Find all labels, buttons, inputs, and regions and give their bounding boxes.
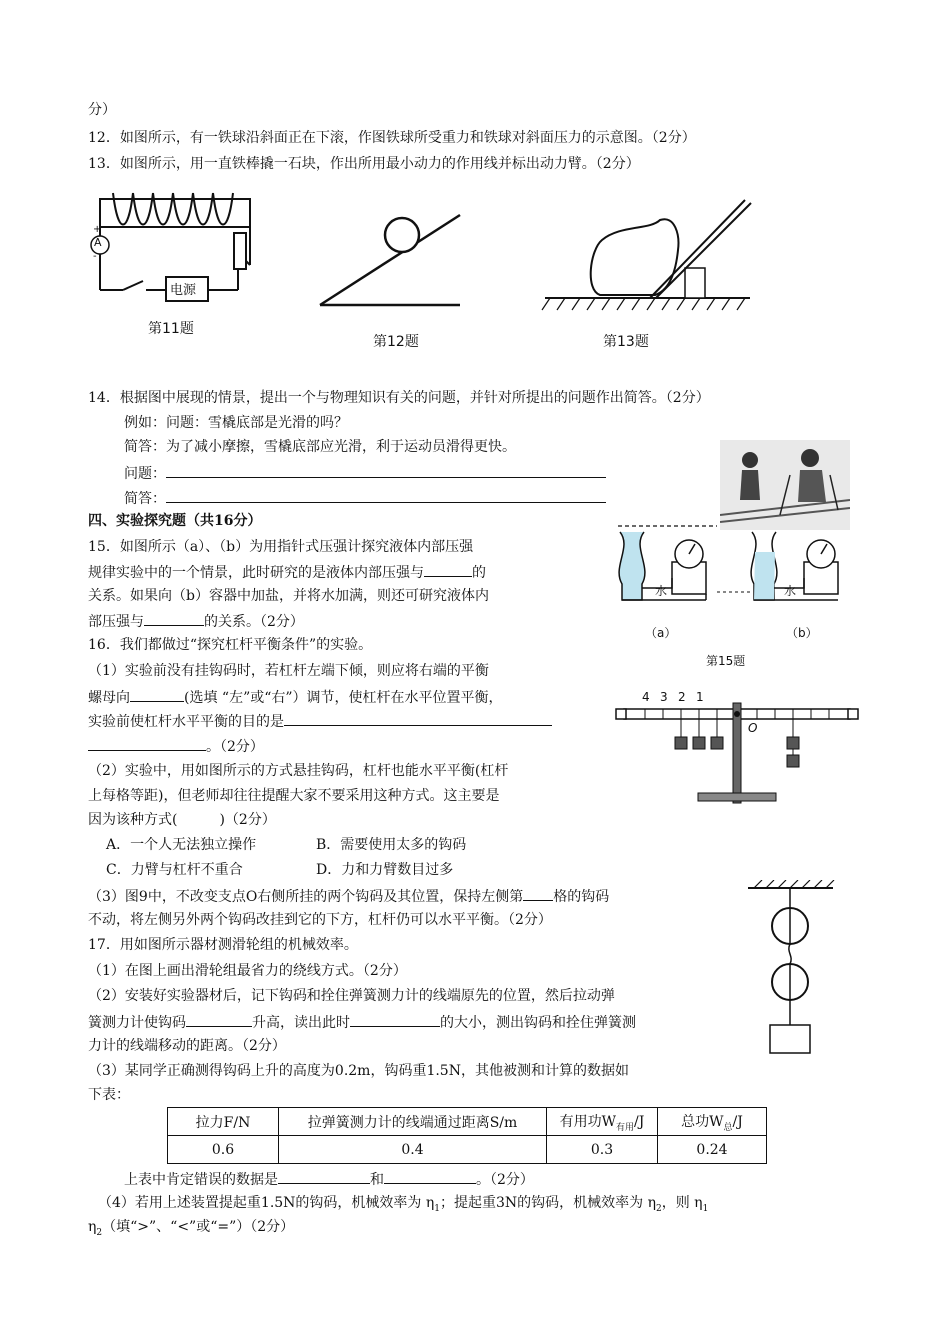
lever-mark-4: 4 xyxy=(642,690,650,704)
q17-text-e: 和 xyxy=(370,1172,384,1188)
q15-text-b: 的 xyxy=(472,565,486,581)
q17-blank-3[interactable] xyxy=(278,1168,370,1184)
q16-part3-line1 xyxy=(88,885,609,907)
q14-question-blank[interactable] xyxy=(166,462,606,478)
q16-text-f: 格的钩码 xyxy=(553,889,610,905)
q17-part2-line3: 力计的线端移动的距离。（2分） xyxy=(88,1038,286,1054)
q16-text-b: (选填 “左”或“右”）调节，使杠杆在水平位置平衡， xyxy=(184,690,503,706)
q16-blank-direction[interactable] xyxy=(130,686,184,702)
q14-question-label: 问题： xyxy=(124,466,166,482)
q16-text-e: （3）图9中，不改变支点O右侧所挂的两个钩码及其位置，保持左侧第 xyxy=(88,889,524,905)
table-cell: 0.4 xyxy=(279,1136,547,1164)
q14-example: 例如：问题：雪橇底部是光滑的吗？ xyxy=(124,415,348,431)
q16-text-d: 。（2分） xyxy=(206,739,264,755)
q17-text-b: 升高，读出此时 xyxy=(252,1015,350,1031)
q17-part3-line1: （3）某同学正确测得钩码上升的高度为0.2m，钩码重1.5N，其他被测和计算的数据如 xyxy=(88,1063,629,1079)
q17-text-f: 。（2分） xyxy=(476,1172,534,1188)
q14-question-line xyxy=(124,462,606,484)
option-d[interactable]: D．力和力臂数目过多 xyxy=(316,862,454,878)
section-4-heading: 四、实验探究题（共16分） xyxy=(88,513,262,529)
q17-part3-line2: 下表： xyxy=(88,1087,130,1103)
question-13: 13．如图所示，用一直铁棒撬一石块，作出所用最小动力的作用线并标出动力臂。（2分） xyxy=(88,156,640,172)
fig15-label-b: （b） xyxy=(786,626,818,640)
q16-text-c: 实验前使杠杆水平平衡的目的是 xyxy=(88,714,284,730)
q17-text-a: 簧测力计使钩码 xyxy=(88,1015,186,1031)
q14-answer-label: 简答： xyxy=(124,491,166,507)
table-header-cell: 拉力F/N xyxy=(168,1108,279,1136)
lever-mark-2: 2 xyxy=(678,690,686,704)
q17-text-c: 的大小，测出钩码和拴住弹簧测 xyxy=(440,1015,636,1031)
lever-fulcrum-label: O xyxy=(748,721,758,735)
figure-15-caption: 第15题 xyxy=(706,654,746,668)
table-header-cell: 有用功$W_{有用}/J$ xyxy=(547,1108,658,1136)
table-cell: 0.6 xyxy=(168,1136,279,1164)
lever-mark-1: 1 xyxy=(696,690,704,704)
fig15-label-a: （a） xyxy=(645,626,677,640)
question-15-line1: 15．如图所示（a）、（b）为用指针式压强计探究液体内部压强 xyxy=(88,539,474,555)
option-a[interactable]: A．一个人无法独立操作 xyxy=(106,837,257,853)
q16-part2-line1: （2）实验中，用如图所示的方式悬挂钩码，杠杆也能水平平衡(杠杆 xyxy=(88,763,509,779)
q16-blank-cell[interactable] xyxy=(523,885,553,901)
fig11-plus-label: + xyxy=(93,224,102,235)
q16-part2-line2: 上每格等距)，但老师却往往提醒大家不要采用这种方式。这主要是 xyxy=(88,788,500,804)
q15-text-d: 的关系。（2分） xyxy=(204,614,304,630)
q16-part3-line2: 不动，将左侧另外两个钩码改挂到它的下方，杠杆仍可以水平平衡。（2分） xyxy=(88,912,552,928)
table-header-cell: 总功$W_总/J$ xyxy=(658,1108,767,1136)
q17-part1: （1）在图上画出滑轮组最省力的绕线方式。（2分） xyxy=(88,963,407,979)
line-continuation: 分） xyxy=(88,102,116,118)
q17-part4-line1: （4）若用上述装置提起重1.5N的钩码，机械效率为 $\eta_1$；提起重3N的钩码，机械效率为 $\eta_2$，则 $\eta_1$ xyxy=(98,1195,709,1214)
table-cell: 0.24 xyxy=(658,1136,767,1164)
q17-part2-line2 xyxy=(88,1011,636,1033)
q15-text-c: 部压强与 xyxy=(88,614,144,630)
q17-blank-4[interactable] xyxy=(384,1168,476,1184)
q16-part2-line3: 因为该种方式( )（2分） xyxy=(88,812,276,828)
question-15-line3: 关系。如果向（b）容器中加盐，并将水加满，则还可研究液体内 xyxy=(88,588,489,604)
table-header-row xyxy=(168,1108,767,1136)
figure-13-crowbar xyxy=(540,190,760,320)
option-b[interactable]: B．需要使用太多的钩码 xyxy=(316,837,467,853)
fig15-water-label-b: 水 xyxy=(784,584,797,598)
fig15-water-label-a: 水 xyxy=(655,584,668,598)
question-16: 16．我们都做过“探究杠杆平衡条件”的实验。 xyxy=(88,637,373,653)
q17-wrong-data-line xyxy=(124,1168,534,1190)
fig11-minus-label: - xyxy=(93,251,97,262)
q17-blank-2[interactable] xyxy=(350,1011,440,1027)
q16-part1-line1: （1）实验前没有挂钩码时，若杠杆左端下倾，则应将右端的平衡 xyxy=(88,663,489,679)
q14-answer-blank[interactable] xyxy=(166,487,606,503)
q15-blank-1[interactable] xyxy=(424,561,472,577)
figure-13-caption: 第13题 xyxy=(603,334,649,350)
q14-example-answer: 简答：为了减小摩擦，雪橇底部应光滑，利于运动员滑得更快。 xyxy=(124,439,516,455)
table-header-cell: 拉弹簧测力计的线端通过距离S/m xyxy=(279,1108,547,1136)
question-12: 12．如图所示，有一铁球沿斜面正在下滚，作图铁球所受重力和铁球对斜面压力的示意图。（2分） xyxy=(88,130,696,146)
q14-answer-line xyxy=(124,487,606,509)
q17-part4-line2: $\eta_2$（填“>”、“<”或“=”）（2分） xyxy=(88,1219,295,1238)
q16-blank-purpose[interactable] xyxy=(284,710,552,726)
q15-text-a: 规律实验中的一个情景，此时研究的是液体内部压强与 xyxy=(88,565,424,581)
fig11-ammeter-label: A xyxy=(94,236,102,249)
question-14: 14．根据图中展现的情景，提出一个与物理知识有关的问题，并针对所提出的问题作出简答。（2分） xyxy=(88,390,710,406)
q16-text-a: 螺母向 xyxy=(88,690,130,706)
q17-part2-line1: （2）安装好实验器材后，记下钩码和拴住弹簧测力计的线端原先的位置，然后拉动弹 xyxy=(88,988,615,1004)
figure-12-incline xyxy=(300,185,480,315)
question-15-line2 xyxy=(88,561,486,583)
figure-12-caption: 第12题 xyxy=(373,334,419,350)
q16-blank-purpose-cont[interactable] xyxy=(88,735,206,751)
q16-part1-line3 xyxy=(88,710,552,732)
q16-part1-line4 xyxy=(88,735,264,757)
option-c[interactable]: C．力臂与杠杆不重合 xyxy=(106,862,243,878)
q17-blank-1[interactable] xyxy=(186,1011,252,1027)
q15-blank-2[interactable] xyxy=(144,610,204,626)
figure-17-pulley xyxy=(748,880,838,1060)
data-table xyxy=(167,1107,767,1164)
question-15-line4 xyxy=(88,610,304,632)
table-row xyxy=(168,1136,767,1164)
figure-14-skiers-photo xyxy=(720,440,850,530)
table-cell: 0.3 xyxy=(547,1136,658,1164)
figure-11-caption: 第11题 xyxy=(148,321,194,337)
question-17: 17．用如图所示器材测滑轮组的机械效率。 xyxy=(88,937,358,953)
lever-mark-3: 3 xyxy=(660,690,668,704)
q16-part1-line2 xyxy=(88,686,503,708)
fig11-power-label: 电源 xyxy=(170,283,197,298)
figure-15-pressure-gauge xyxy=(612,522,864,622)
q17-text-d: 上表中肯定错误的数据是 xyxy=(124,1172,278,1188)
